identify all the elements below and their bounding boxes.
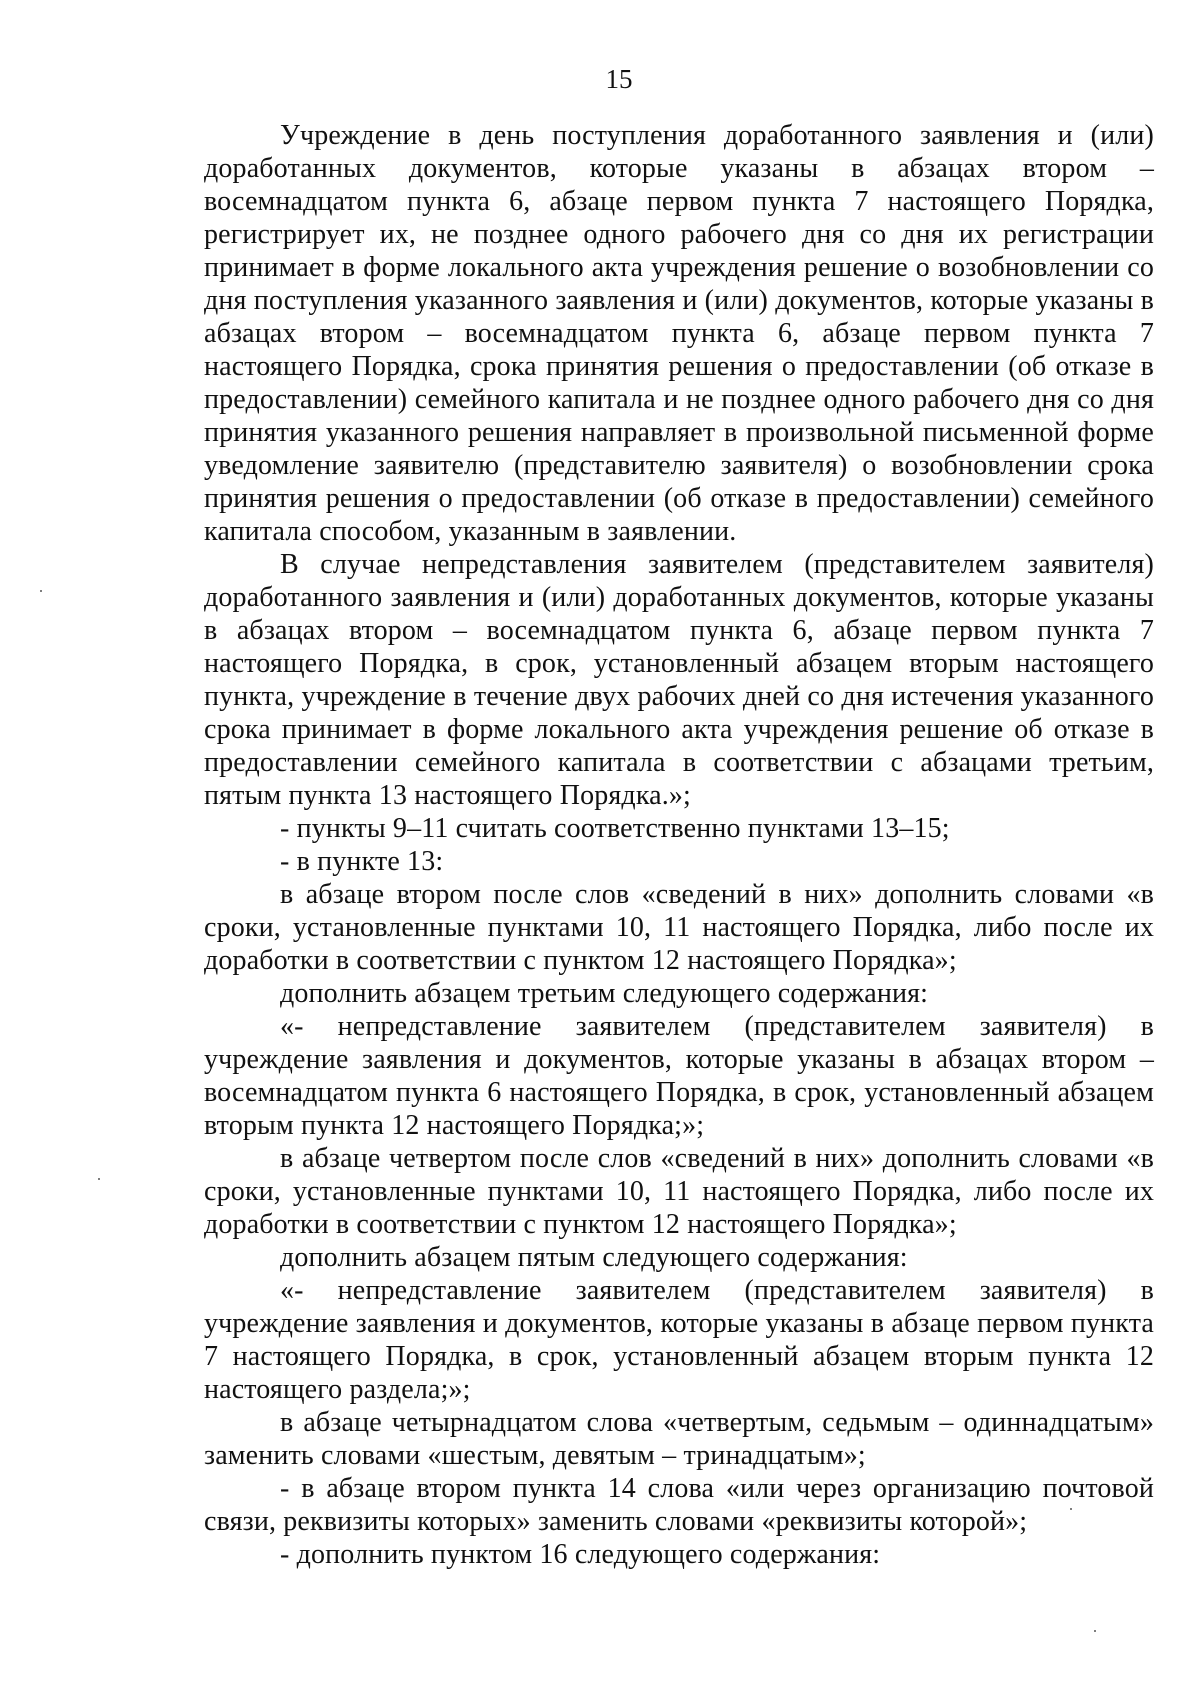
paragraph: - в абзаце втором пункта 14 слова «или через организацию почтовой связи, реквизиты которых» заменить словами «реквизиты которой»;	[204, 1473, 1154, 1537]
page-number: 15	[605, 64, 633, 94]
paragraph: - дополнить пунктом 16 следующего содержания:	[280, 1539, 881, 1570]
paragraph: «- непредставление заявителем (представителем заявителя) в учреждение заявления и документов, которые указаны в абзаце первом пункта 7 настоящего Порядка, в срок, установленный абзацем вторым пункта 12 настоящего раздела;»;	[204, 1275, 1154, 1405]
scan-speck	[1070, 1508, 1072, 1510]
paragraph: дополнить абзацем пятым следующего содержания:	[280, 1242, 908, 1273]
paragraph: - в пункте 13:	[280, 846, 444, 877]
paragraph: В случае непредставления заявителем (представителем заявителя) доработанного заявления и (или) доработанных документов, которые указаны в абзацах втором – восемнадцатом пункта 6, абзаце первом пункта 7 настоящего Порядка, в срок, установленный абзацем вторым настоящего пункта, учреждение в течение двух рабочих дней со дня истечения указанного срока принимает в форме локального акта учреждения решение об отказе в предоставлении семейного капитала в соответствии с абзацами третьим, пятым пункта 13 настоящего Порядка.»;	[204, 549, 1154, 811]
paragraph: Учреждение в день поступления доработанного заявления и (или) доработанных документов, которые указаны в абзацах втором – восемнадцатом пункта 6, абзаце первом пункта 7 настоящего Порядка, регистрирует их, не позднее одного рабочего дня со дня их регистрации принимает в форме локального акта учреждения решение о возобновлении со дня поступления указанного заявления и (или) документов, которые указаны в абзацах втором – восемнадцатом пункта 6, абзаце первом пункта 7 настоящего Порядка, срока принятия решения о предоставлении (об отказе в предоставлении) семейного капитала и не позднее одного рабочего дня со дня принятия указанного решения направляет в произвольной письменной форме уведомление заявителю (представителю заявителя) о возобновлении срока принятия решения о предоставлении (об отказе в предоставлении) семейного капитала способом, указанным в заявлении.	[204, 120, 1154, 547]
paragraph: «- непредставление заявителем (представителем заявителя) в учреждение заявления и документов, которые указаны в абзацах втором – восемнадцатом пункта 6 настоящего Порядка, в срок, установленный абзацем вторым пункта 12 настоящего Порядка;»;	[204, 1011, 1154, 1141]
paragraph: в абзаце четвертом после слов «сведений в них» дополнить словами «в сроки, установленные пунктами 10, 11 настоящего Порядка, либо после их доработки в соответствии с пунктом 12 настоящего Порядка»;	[204, 1143, 1154, 1240]
paragraph: дополнить абзацем третьим следующего содержания:	[280, 978, 929, 1009]
scan-speck	[40, 590, 42, 592]
scan-speck	[98, 1178, 100, 1180]
document-body	[204, 119, 1154, 1571]
paragraph: в абзаце втором после слов «сведений в них» дополнить словами «в сроки, установленные пунктами 10, 11 настоящего Порядка, либо после их доработки в соответствии с пунктом 12 настоящего Порядка»;	[204, 879, 1154, 976]
scan-speck	[1094, 1630, 1096, 1632]
paragraph: в абзаце четырнадцатом слова «четвертым, седьмым – одиннадцатым» заменить словами «шестым, девятым – тринадцатым»;	[204, 1407, 1154, 1471]
paragraph: - пункты 9–11 считать соответственно пунктами 13–15;	[280, 813, 950, 844]
